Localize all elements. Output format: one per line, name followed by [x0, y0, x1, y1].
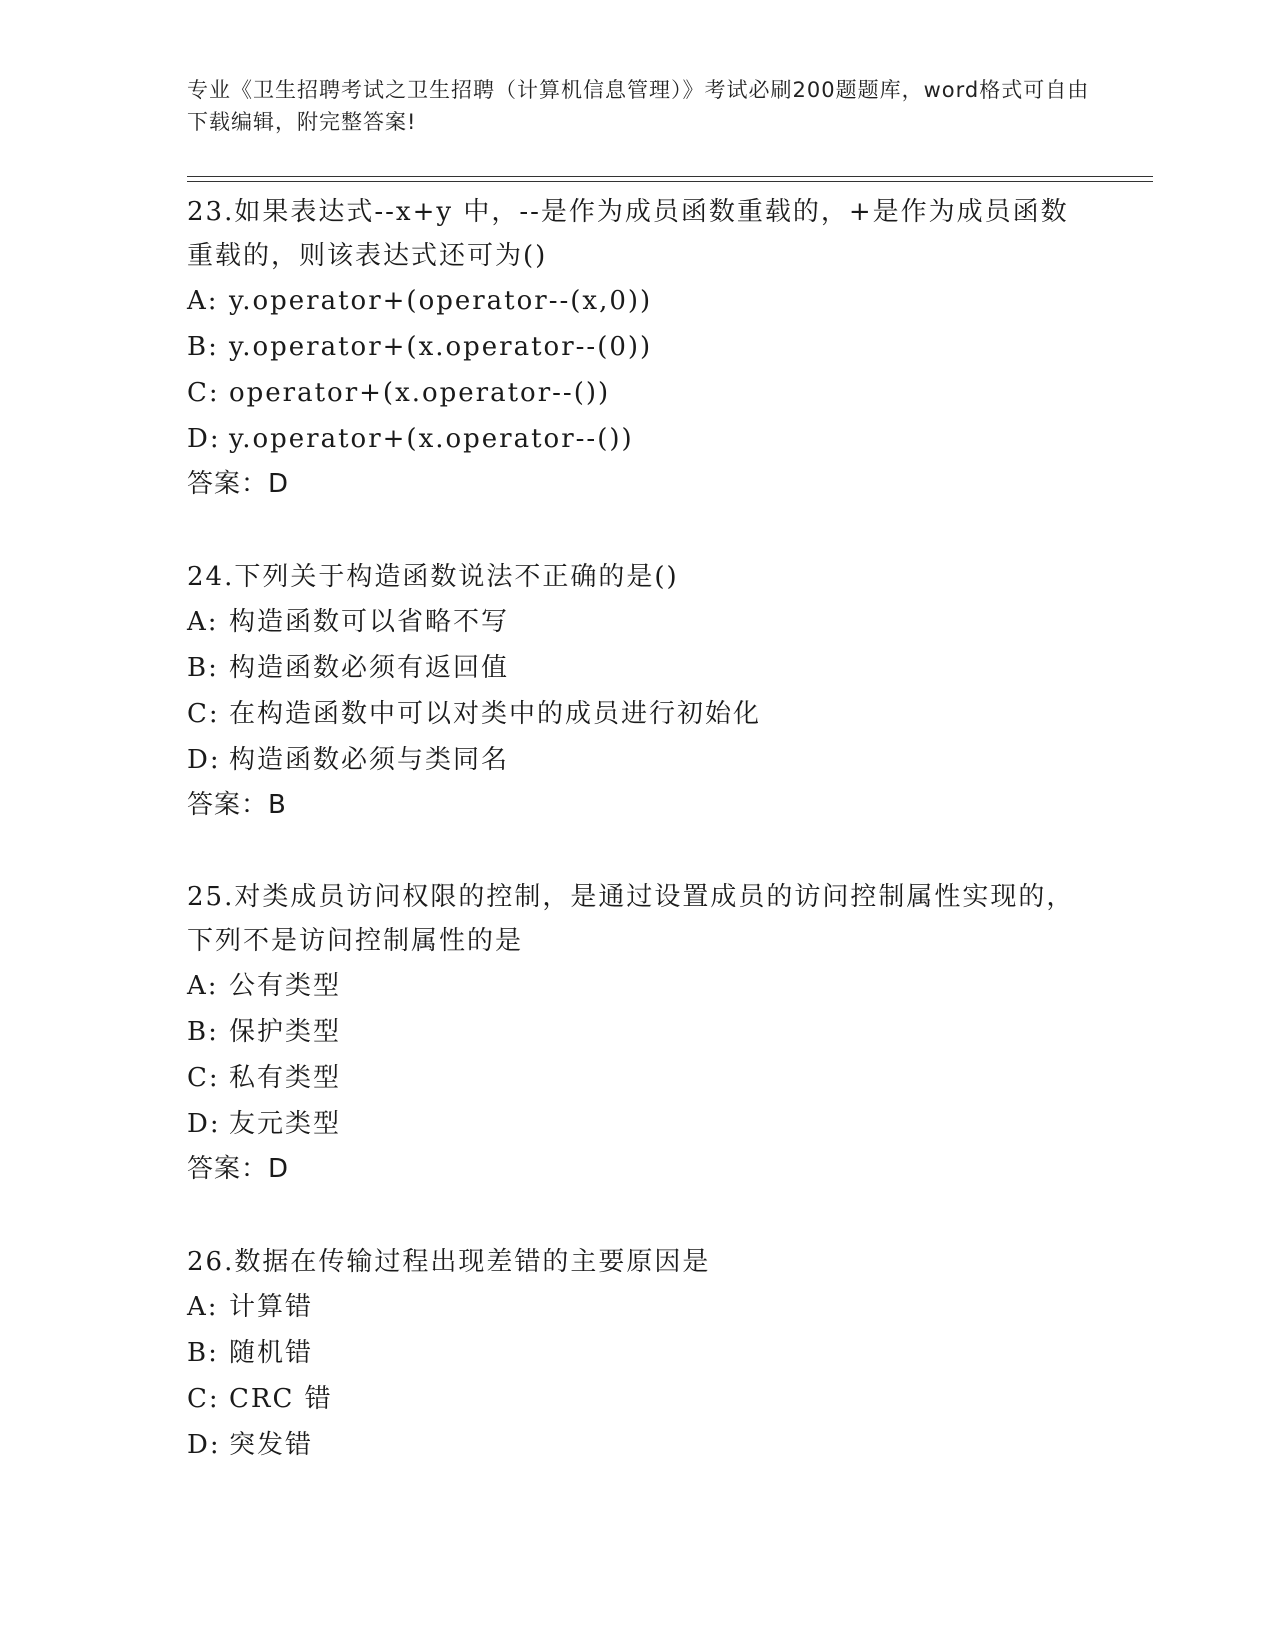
option-text: CRC 错: [229, 1384, 333, 1414]
option-text: operator+(x.operator--()): [229, 378, 611, 408]
option-letter: B:: [187, 653, 219, 683]
option-letter: D:: [187, 1109, 221, 1139]
option-a: [187, 278, 1087, 324]
option-text: y.operator+(x.operator--()): [229, 424, 634, 454]
option-b: [187, 324, 1087, 370]
header-divider-top: [187, 176, 1153, 177]
option-c: [187, 1376, 1087, 1422]
option-text: 随机错: [229, 1338, 314, 1368]
option-a: [187, 1284, 1087, 1330]
option-letter: D:: [187, 424, 221, 454]
option-b: [187, 1330, 1087, 1376]
option-letter: C:: [187, 699, 220, 729]
option-letter: C:: [187, 378, 220, 408]
question-text: 26.数据在传输过程出现差错的主要原因是: [187, 1247, 711, 1277]
option-d: [187, 737, 1087, 783]
question-25: [187, 875, 1087, 1191]
document-header: 专业《卫生招聘考试之卫生招聘（计算机信息管理）》考试必刷200题题库，word格式可自由下载编辑，附完整答案!: [187, 78, 1090, 134]
option-text: 计算错: [229, 1292, 314, 1322]
option-letter: A:: [187, 1292, 219, 1322]
option-text: 私有类型: [229, 1063, 342, 1093]
option-letter: A:: [187, 607, 219, 637]
option-text: 公有类型: [229, 971, 342, 1001]
option-letter: B:: [187, 1017, 219, 1047]
option-letter: B:: [187, 1338, 219, 1368]
question-26: [187, 1240, 1087, 1468]
answer-line: 答案：D: [187, 469, 290, 499]
option-b: [187, 1009, 1087, 1055]
option-text: 构造函数必须与类同名: [229, 745, 510, 775]
answer-line: 答案：D: [187, 1154, 290, 1184]
option-text: 构造函数必须有返回值: [229, 653, 510, 683]
option-text: y.operator+(x.operator--(0)): [229, 332, 653, 362]
question-23: [187, 190, 1087, 506]
option-c: [187, 370, 1087, 416]
answer-line: 答案：B: [187, 790, 287, 820]
option-letter: D:: [187, 1430, 221, 1460]
option-letter: B:: [187, 332, 219, 362]
question-text: 25.对类成员访问权限的控制，是通过设置成员的访问控制属性实现的，下列不是访问控制属性的是: [187, 882, 1075, 956]
option-text: 构造函数可以省略不写: [229, 607, 510, 637]
option-d: [187, 1422, 1087, 1468]
option-b: [187, 645, 1087, 691]
question-text: 23.如果表达式--x+y 中，--是作为成员函数重载的，+是作为成员函数重载的，则该表达式还可为(): [187, 197, 1069, 271]
option-c: [187, 691, 1087, 737]
option-text: 突发错: [229, 1430, 314, 1460]
option-c: [187, 1055, 1087, 1101]
option-text: 友元类型: [229, 1109, 342, 1139]
option-text: 保护类型: [229, 1017, 342, 1047]
question-text: 24.下列关于构造函数说法不正确的是(): [187, 562, 679, 592]
option-letter: A:: [187, 286, 219, 316]
option-a: [187, 599, 1087, 645]
option-text: 在构造函数中可以对类中的成员进行初始化: [229, 699, 762, 729]
option-text: y.operator+(operator--(x,0)): [229, 286, 653, 316]
question-24: [187, 555, 1087, 827]
header-divider-bottom: [187, 181, 1153, 182]
option-d: [187, 416, 1087, 462]
option-letter: D:: [187, 745, 221, 775]
option-d: [187, 1101, 1087, 1147]
option-a: [187, 963, 1087, 1009]
option-letter: C:: [187, 1384, 220, 1414]
option-letter: C:: [187, 1063, 220, 1093]
option-letter: A:: [187, 971, 219, 1001]
